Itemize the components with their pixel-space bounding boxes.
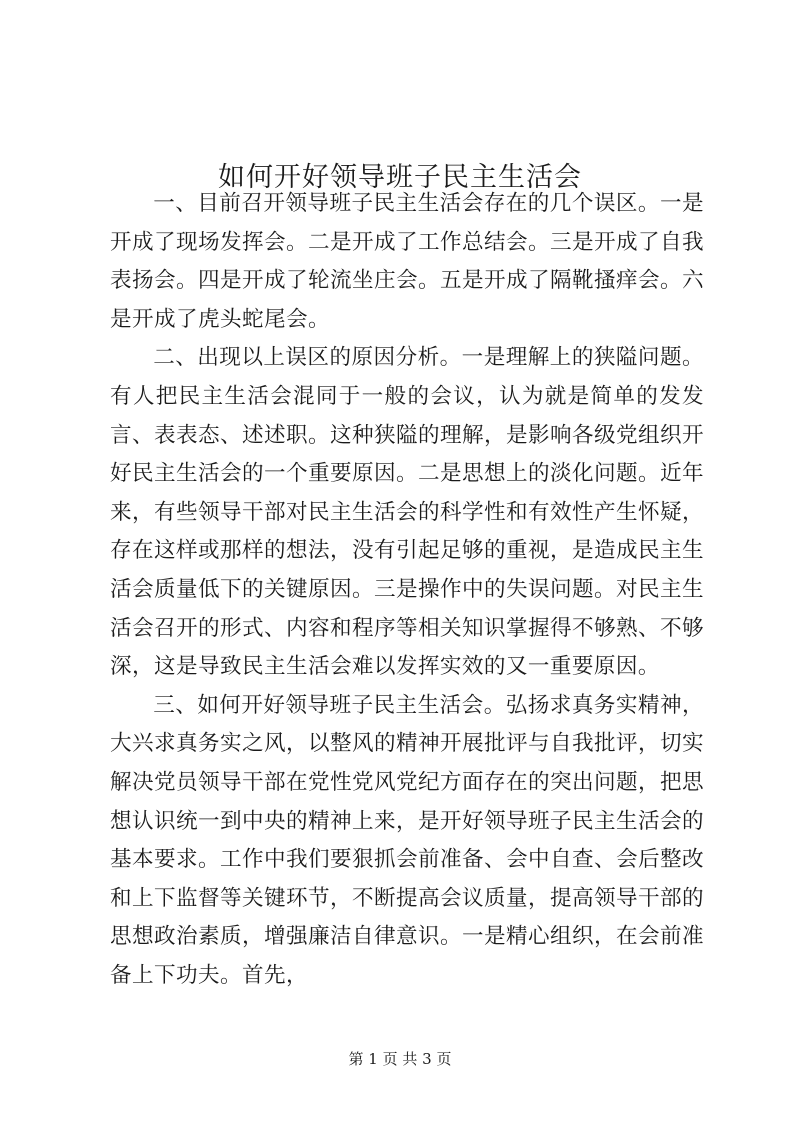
page-footer: 第 1 页 共 3 页 <box>348 1050 452 1068</box>
document-title: 如何开好领导班子民主生活会 <box>218 162 582 194</box>
paragraph-2: 二、出现以上误区的原因分析。一是理解上的狭隘问题。有人把民主生活会混同于一般的会议，认为就是简单的发发言、表表态、述述职。这种狭隘的理解，是影响各级党组织开好民主生活会的一个重要原因。二是思想上的淡化问题。近年来，有些领导干部对民主生活会的科学性和有效性产生怀疑，存在这样或那样的想法，没有引起足够的重视，是造成民主生活会质量低下的关键原因。三是操作中的失误问题。对民主生活会召开的形式、内容和程序等相关知识掌握得不够熟、不够深，这是导致民主生活会难以发挥实效的又一重要原因。 <box>110 345 704 680</box>
paragraph-1: 一、目前召开领导班子民主生活会存在的几个误区。一是开成了现场发挥会。二是开成了工作总结会。三是开成了自我表扬会。四是开成了轮流坐庄会。五是开成了隔靴搔痒会。六是开成了虎头蛇尾会。 <box>110 191 704 332</box>
document-body <box>110 185 704 995</box>
paragraph-3: 三、如何开好领导班子民主生活会。弘扬求真务实精神，大兴求真务实之风，以整风的精神开展批评与自我批评，切实解决党员领导干部在党性党风党纪方面存在的突出问题，把思想认识统一到中央的精神上来，是开好领导班子民主生活会的基本要求。工作中我们要狠抓会前准备、会中自查、会后整改和上下监督等关键环节，不断提高会议质量，提高领导干部的思想政治素质，增强廉洁自律意识。一是精心组织，在会前准备上下功夫。首先， <box>110 692 704 988</box>
